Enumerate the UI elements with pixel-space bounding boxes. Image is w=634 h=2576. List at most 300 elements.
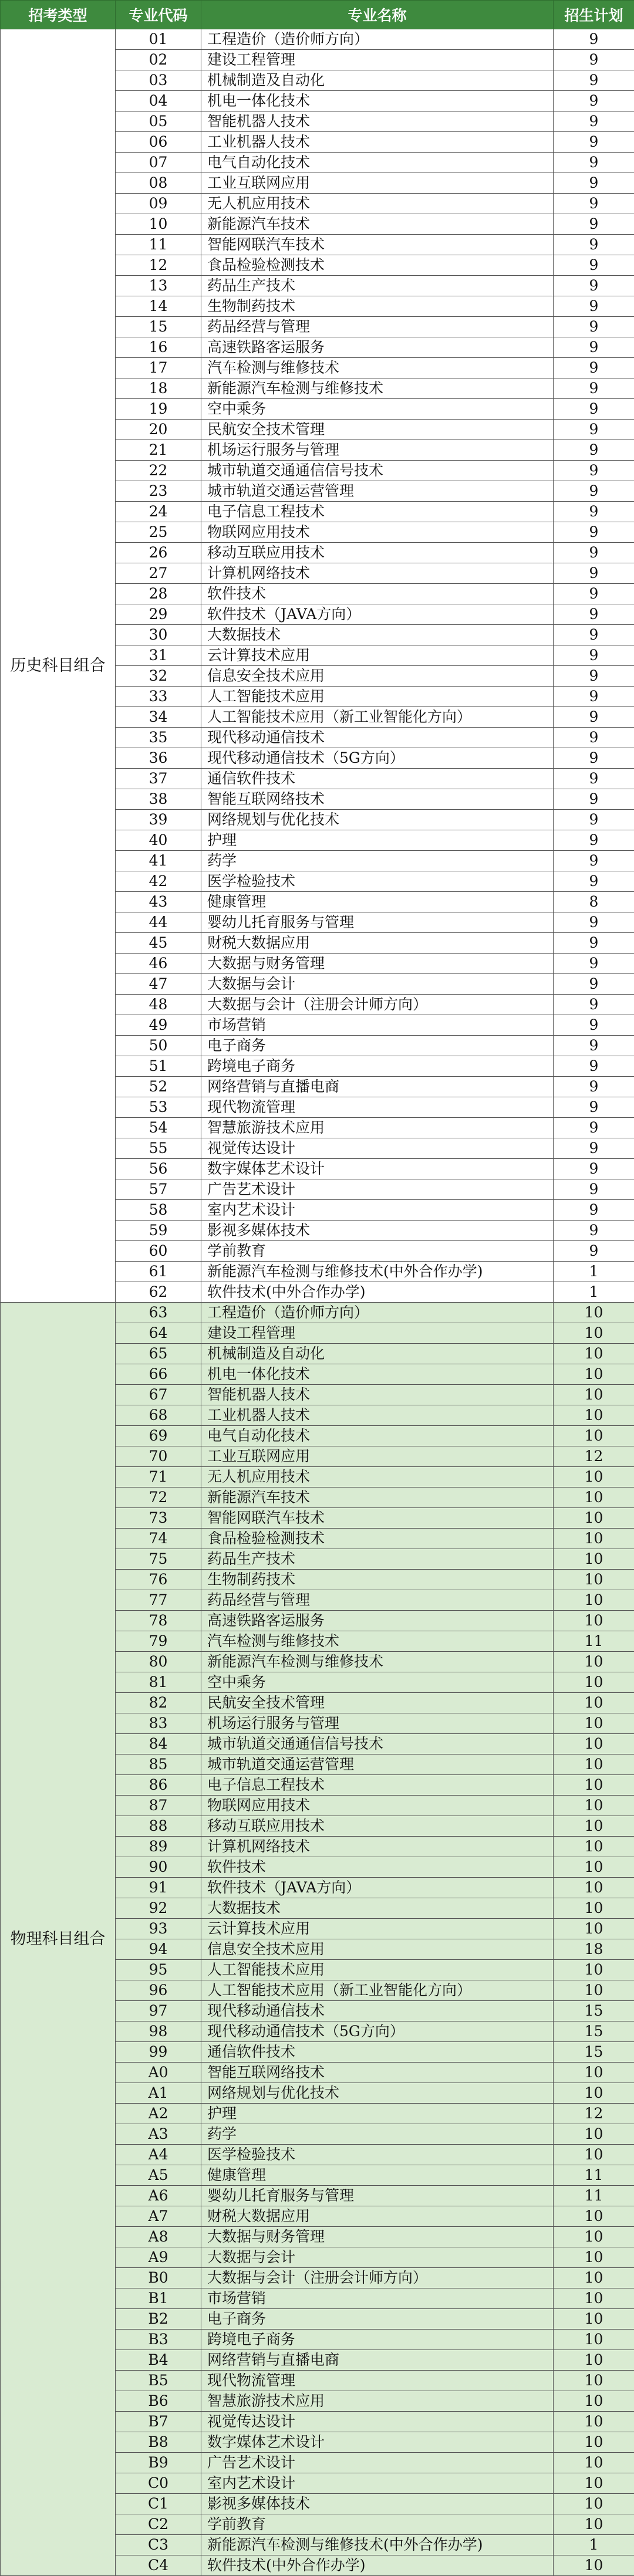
enrollment-plan: 9 [554,666,634,687]
enrollment-plan: 10 [554,1611,634,1631]
enrollment-plan: 10 [554,2371,634,2391]
major-code: 92 [116,1898,201,1919]
major-code: 54 [116,1118,201,1138]
enrollment-plan: 9 [554,481,634,502]
major-name: 网络规划与优化技术 [201,2083,554,2104]
history-group [1,29,634,1303]
major-name: 大数据技术 [201,1898,554,1919]
major-code: 91 [116,1878,201,1898]
enrollment-plan: 9 [554,851,634,871]
major-name: 工业互联网应用 [201,173,554,194]
enrollment-plan: 9 [554,153,634,173]
enrollment-plan: 10 [554,1549,634,1570]
major-name: 电子信息工程技术 [201,502,554,522]
major-code: 29 [116,604,201,625]
major-name: 新能源汽车检测与维修技术(中外合作办学) [201,2535,554,2555]
major-name: 城市轨道交通通信信号技术 [201,1734,554,1754]
major-name: 药学 [201,851,554,871]
enrollment-plan: 10 [554,2247,634,2268]
enrollment-plan: 10 [554,2412,634,2432]
major-code: 85 [116,1754,201,1775]
enrollment-plan: 9 [554,1077,634,1097]
enrollment-plan: 10 [554,1898,634,1919]
major-name: 生物制药技术 [201,296,554,317]
enrollment-plan: 9 [554,235,634,255]
major-code: 01 [116,29,201,50]
enrollment-plan: 10 [554,1919,634,1939]
major-name: 智慧旅游技术应用 [201,2391,554,2412]
enrollment-plan: 10 [554,2473,634,2494]
major-name: 人工智能技术应用 [201,1960,554,1980]
enrollment-plan: 10 [554,1508,634,1529]
major-code: 62 [116,1282,201,1303]
enrollment-plan: 9 [554,1118,634,1138]
major-code: C3 [116,2535,201,2555]
major-name: 电气自动化技术 [201,153,554,173]
major-name: 计算机网络技术 [201,1837,554,1857]
major-name: 电子商务 [201,2309,554,2330]
enrollment-plan: 9 [554,317,634,337]
major-code: 53 [116,1097,201,1118]
major-code: 61 [116,1262,201,1282]
major-code: 59 [116,1221,201,1241]
enrollment-plan: 15 [554,2001,634,2021]
major-name: 食品检验检测技术 [201,1529,554,1549]
major-code: 81 [116,1672,201,1693]
major-code: 71 [116,1467,201,1488]
enrollment-plan: 10 [554,1775,634,1796]
major-code: 34 [116,707,201,728]
major-code: 35 [116,728,201,748]
major-code: 24 [116,502,201,522]
major-code: 87 [116,1796,201,1816]
enrollment-plan: 9 [554,132,634,153]
major-code: A7 [116,2206,201,2227]
major-code: 21 [116,440,201,461]
major-name: 人工智能技术应用（新工业智能化方向） [201,1980,554,2001]
major-name: 跨境电子商务 [201,2330,554,2350]
major-code: 77 [116,1590,201,1611]
enrollment-plan: 1 [554,2535,634,2555]
major-code: 94 [116,1939,201,1960]
enrollment-plan: 12 [554,1446,634,1467]
enrollment-plan: 9 [554,728,634,748]
physics-group [1,1303,634,2576]
header-name: 专业名称 [201,1,554,29]
major-code: 66 [116,1364,201,1385]
major-name: 高速铁路客运服务 [201,337,554,358]
major-code: 45 [116,933,201,954]
major-code: 47 [116,974,201,995]
major-code: 51 [116,1056,201,1077]
major-code: 22 [116,461,201,481]
enrollment-plan: 10 [554,1960,634,1980]
major-code: 18 [116,378,201,399]
major-code: C1 [116,2494,201,2514]
enrollment-plan: 9 [554,358,634,378]
major-name: 大数据与财务管理 [201,954,554,974]
major-name: 电子商务 [201,1036,554,1056]
major-name: 人工智能技术应用（新工业智能化方向） [201,707,554,728]
major-name: 移动互联应用技术 [201,543,554,563]
enrollment-plan: 10 [554,2391,634,2412]
enrollment-plan: 11 [554,2186,634,2206]
enrollment-plan: 9 [554,461,634,481]
major-code: 30 [116,625,201,645]
major-code: 36 [116,748,201,769]
enrollment-plan: 10 [554,2514,634,2535]
enrollment-plan: 9 [554,1138,634,1159]
enrollment-plan: 10 [554,1796,634,1816]
major-name: 无人机应用技术 [201,194,554,214]
major-code: 72 [116,1488,201,1508]
major-name: 现代移动通信技术 [201,2001,554,2021]
major-name: 生物制药技术 [201,1570,554,1590]
major-name: 通信软件技术 [201,769,554,789]
major-code: 67 [116,1385,201,1405]
major-name: 护理 [201,830,554,851]
enrollment-plan: 10 [554,2063,634,2083]
enrollment-plan: 9 [554,111,634,132]
major-code: 40 [116,830,201,851]
major-name: 机场运行服务与管理 [201,1713,554,1734]
major-name: 新能源汽车技术 [201,1488,554,1508]
enrollment-plan: 9 [554,584,634,604]
major-name: 大数据与会计 [201,974,554,995]
major-code: 74 [116,1529,201,1549]
enrollment-plan: 9 [554,1200,634,1221]
major-code: 41 [116,851,201,871]
enrollment-plan: 9 [554,995,634,1015]
enrollment-plan: 9 [554,1179,634,1200]
header-code: 专业代码 [116,1,201,29]
major-code: A6 [116,2186,201,2206]
table-row [1,29,634,50]
major-code: 27 [116,563,201,584]
major-name: 影视多媒体技术 [201,1221,554,1241]
major-name: 大数据技术 [201,625,554,645]
major-code: 15 [116,317,201,337]
major-code: 76 [116,1570,201,1590]
header-plan: 招生计划 [554,1,634,29]
enrollment-plan: 10 [554,1385,634,1405]
major-code: 84 [116,1734,201,1754]
header-type: 招考类型 [1,1,116,29]
major-name: 大数据与会计 [201,2247,554,2268]
enrollment-plan: 9 [554,296,634,317]
major-name: 药品生产技术 [201,1549,554,1570]
enrollment-plan: 18 [554,1939,634,1960]
enrollment-plan: 9 [554,1221,634,1241]
major-name: 物联网应用技术 [201,1796,554,1816]
major-name: 空中乘务 [201,399,554,420]
major-code: 28 [116,584,201,604]
major-name: 智能网联汽车技术 [201,235,554,255]
enrollment-plan: 9 [554,789,634,810]
enrollment-plan: 10 [554,1405,634,1426]
major-name: 广告艺术设计 [201,2453,554,2473]
major-code: 08 [116,173,201,194]
major-name: 婴幼儿托育服务与管理 [201,2186,554,2206]
enrollment-plan: 9 [554,707,634,728]
enrollment-plan: 9 [554,954,634,974]
major-name: 移动互联应用技术 [201,1816,554,1837]
major-name: 医学检验技术 [201,871,554,892]
major-name: 数字媒体艺术设计 [201,1159,554,1179]
major-name: 软件技术(中外合作办学) [201,1282,554,1303]
major-name: 护理 [201,2104,554,2124]
enrollment-plan: 10 [554,1590,634,1611]
enrollment-plan: 1 [554,1282,634,1303]
major-code: A3 [116,2124,201,2145]
major-name: 影视多媒体技术 [201,2494,554,2514]
major-name: 建设工程管理 [201,50,554,70]
major-name: 软件技术（JAVA方向） [201,1878,554,1898]
major-code: 50 [116,1036,201,1056]
major-code: 55 [116,1138,201,1159]
major-name: 机械制造及自动化 [201,1344,554,1364]
enrollment-plan: 10 [554,1693,634,1713]
major-code: 39 [116,810,201,830]
enrollment-plan: 9 [554,687,634,707]
major-code: 25 [116,522,201,543]
major-code: B9 [116,2453,201,2473]
table-header-row [1,1,634,29]
major-code: 44 [116,912,201,933]
major-name: 高速铁路客运服务 [201,1611,554,1631]
major-code: 78 [116,1611,201,1631]
major-code: B4 [116,2350,201,2371]
enrollment-plan: 9 [554,29,634,50]
major-code: C0 [116,2473,201,2494]
major-name: 财税大数据应用 [201,933,554,954]
major-code: 98 [116,2021,201,2042]
major-name: 云计算技术应用 [201,645,554,666]
major-code: B5 [116,2371,201,2391]
major-name: 药品生产技术 [201,276,554,296]
major-name: 药品经营与管理 [201,1590,554,1611]
major-code: 03 [116,70,201,91]
enrollment-plan: 9 [554,1015,634,1036]
major-name: 智能机器人技术 [201,111,554,132]
major-name: 市场营销 [201,1015,554,1036]
major-code: 10 [116,214,201,235]
major-code: B0 [116,2268,201,2288]
major-name: 城市轨道交通运营管理 [201,481,554,502]
enrollment-plan: 9 [554,1241,634,1262]
enrollment-plan: 9 [554,502,634,522]
major-name: 婴幼儿托育服务与管理 [201,912,554,933]
major-code: 79 [116,1631,201,1652]
major-code: 31 [116,645,201,666]
major-code: 86 [116,1775,201,1796]
enrollment-plan: 8 [554,892,634,912]
major-code: B3 [116,2330,201,2350]
major-code: 37 [116,769,201,789]
enrollment-plan: 9 [554,830,634,851]
major-code: 57 [116,1179,201,1200]
major-code: 97 [116,2001,201,2021]
enrollment-plan: 9 [554,337,634,358]
major-code: 75 [116,1549,201,1570]
group-label: 物理科目组合 [1,1303,116,2576]
major-name: 空中乘务 [201,1672,554,1693]
major-code: 09 [116,194,201,214]
enrollment-plan: 9 [554,933,634,954]
major-name: 药学 [201,2124,554,2145]
major-name: 人工智能技术应用 [201,687,554,707]
major-code: 04 [116,91,201,111]
major-code: 65 [116,1344,201,1364]
major-code: 19 [116,399,201,420]
major-name: 现代移动通信技术 [201,728,554,748]
major-code: 38 [116,789,201,810]
major-name: 软件技术(中外合作办学) [201,2555,554,2576]
enrollment-plan: 10 [554,2555,634,2576]
major-name: 软件技术 [201,584,554,604]
major-name: 医学检验技术 [201,2145,554,2165]
major-code: 05 [116,111,201,132]
enrollment-plan: 9 [554,1036,634,1056]
major-code: 17 [116,358,201,378]
major-name: 新能源汽车技术 [201,214,554,235]
enrollment-plan: 10 [554,1878,634,1898]
enrollment-plan: 1 [554,1262,634,1282]
enrollment-plan: 10 [554,1303,634,1323]
enrollment-plan: 10 [554,1980,634,2001]
major-code: 20 [116,420,201,440]
major-code: A2 [116,2104,201,2124]
major-name: 云计算技术应用 [201,1919,554,1939]
major-name: 民航安全技术管理 [201,1693,554,1713]
enrollment-plan: 9 [554,255,634,276]
major-code: 13 [116,276,201,296]
major-code: 14 [116,296,201,317]
major-code: 32 [116,666,201,687]
major-name: 智能机器人技术 [201,1385,554,1405]
major-code: 46 [116,954,201,974]
major-name: 软件技术（JAVA方向） [201,604,554,625]
major-name: 学前教育 [201,2514,554,2535]
enrollment-plan: 10 [554,2453,634,2473]
major-code: A1 [116,2083,201,2104]
major-code: 48 [116,995,201,1015]
major-name: 市场营销 [201,2288,554,2309]
major-code: B2 [116,2309,201,2330]
major-name: 智能互联网络技术 [201,2063,554,2083]
major-name: 学前教育 [201,1241,554,1262]
major-name: 大数据与会计（注册会计师方向） [201,2268,554,2288]
major-code: A9 [116,2247,201,2268]
enrollment-plan: 9 [554,871,634,892]
major-name: 智能互联网络技术 [201,789,554,810]
major-name: 新能源汽车检测与维修技术 [201,1652,554,1672]
major-code: 56 [116,1159,201,1179]
major-code: C2 [116,2514,201,2535]
major-code: 16 [116,337,201,358]
enrollment-plan: 10 [554,2309,634,2330]
enrollment-plan: 10 [554,1488,634,1508]
major-code: A0 [116,2063,201,2083]
enrollment-plan: 10 [554,1323,634,1344]
major-name: 城市轨道交通运营管理 [201,1754,554,1775]
enrollment-plan: 10 [554,1467,634,1488]
enrollment-plan: 9 [554,769,634,789]
major-name: 数字媒体艺术设计 [201,2432,554,2453]
enrollment-plan: 10 [554,1857,634,1878]
major-code: 33 [116,687,201,707]
major-code: 63 [116,1303,201,1323]
major-name: 民航安全技术管理 [201,420,554,440]
major-name: 智能网联汽车技术 [201,1508,554,1529]
enrollment-plan: 10 [554,1713,634,1734]
enrollment-plan: 9 [554,420,634,440]
major-name: 建设工程管理 [201,1323,554,1344]
major-code: 12 [116,255,201,276]
major-code: 80 [116,1652,201,1672]
major-name: 现代物流管理 [201,1097,554,1118]
major-name: 广告艺术设计 [201,1179,554,1200]
major-name: 大数据与财务管理 [201,2227,554,2247]
enrollment-plan: 15 [554,2042,634,2063]
enrollment-plan: 9 [554,810,634,830]
enrollment-plan: 9 [554,440,634,461]
enrollment-plan: 9 [554,194,634,214]
major-code: 43 [116,892,201,912]
enrollment-plan: 10 [554,2145,634,2165]
major-code: A4 [116,2145,201,2165]
major-name: 食品检验检测技术 [201,255,554,276]
major-code: 26 [116,543,201,563]
enrollment-plan: 9 [554,173,634,194]
major-code: 68 [116,1405,201,1426]
major-code: 73 [116,1508,201,1529]
major-name: 计算机网络技术 [201,563,554,584]
major-name: 电子信息工程技术 [201,1775,554,1796]
major-name: 机电一体化技术 [201,1364,554,1385]
enrollment-plan: 9 [554,1056,634,1077]
enrollment-plan: 9 [554,625,634,645]
enrollment-plan: 10 [554,1426,634,1446]
major-code: B7 [116,2412,201,2432]
enrollment-plan: 9 [554,276,634,296]
major-code: 06 [116,132,201,153]
major-name: 跨境电子商务 [201,1056,554,1077]
enrollment-plan: 10 [554,2288,634,2309]
major-name: 智慧旅游技术应用 [201,1118,554,1138]
major-name: 视觉传达设计 [201,2412,554,2432]
major-name: 工程造价（造价师方向） [201,1303,554,1323]
enrollment-plan: 10 [554,2494,634,2514]
enrollment-plan: 10 [554,1344,634,1364]
enrollment-plan: 10 [554,2432,634,2453]
enrollment-plan: 10 [554,1529,634,1549]
major-name: 物联网应用技术 [201,522,554,543]
major-name: 城市轨道交通通信信号技术 [201,461,554,481]
major-code: 88 [116,1816,201,1837]
major-name: 汽车检测与维修技术 [201,1631,554,1652]
major-name: 工程造价（造价师方向） [201,29,554,50]
major-code: 70 [116,1446,201,1467]
enrollment-plan: 9 [554,543,634,563]
major-code: 69 [116,1426,201,1446]
major-name: 现代移动通信技术（5G方向） [201,748,554,769]
major-name: 新能源汽车检测与维修技术(中外合作办学) [201,1262,554,1282]
enrollment-plan: 10 [554,1652,634,1672]
enrollment-plan: 10 [554,2330,634,2350]
major-code: 58 [116,1200,201,1221]
enrollment-plan: 9 [554,563,634,584]
